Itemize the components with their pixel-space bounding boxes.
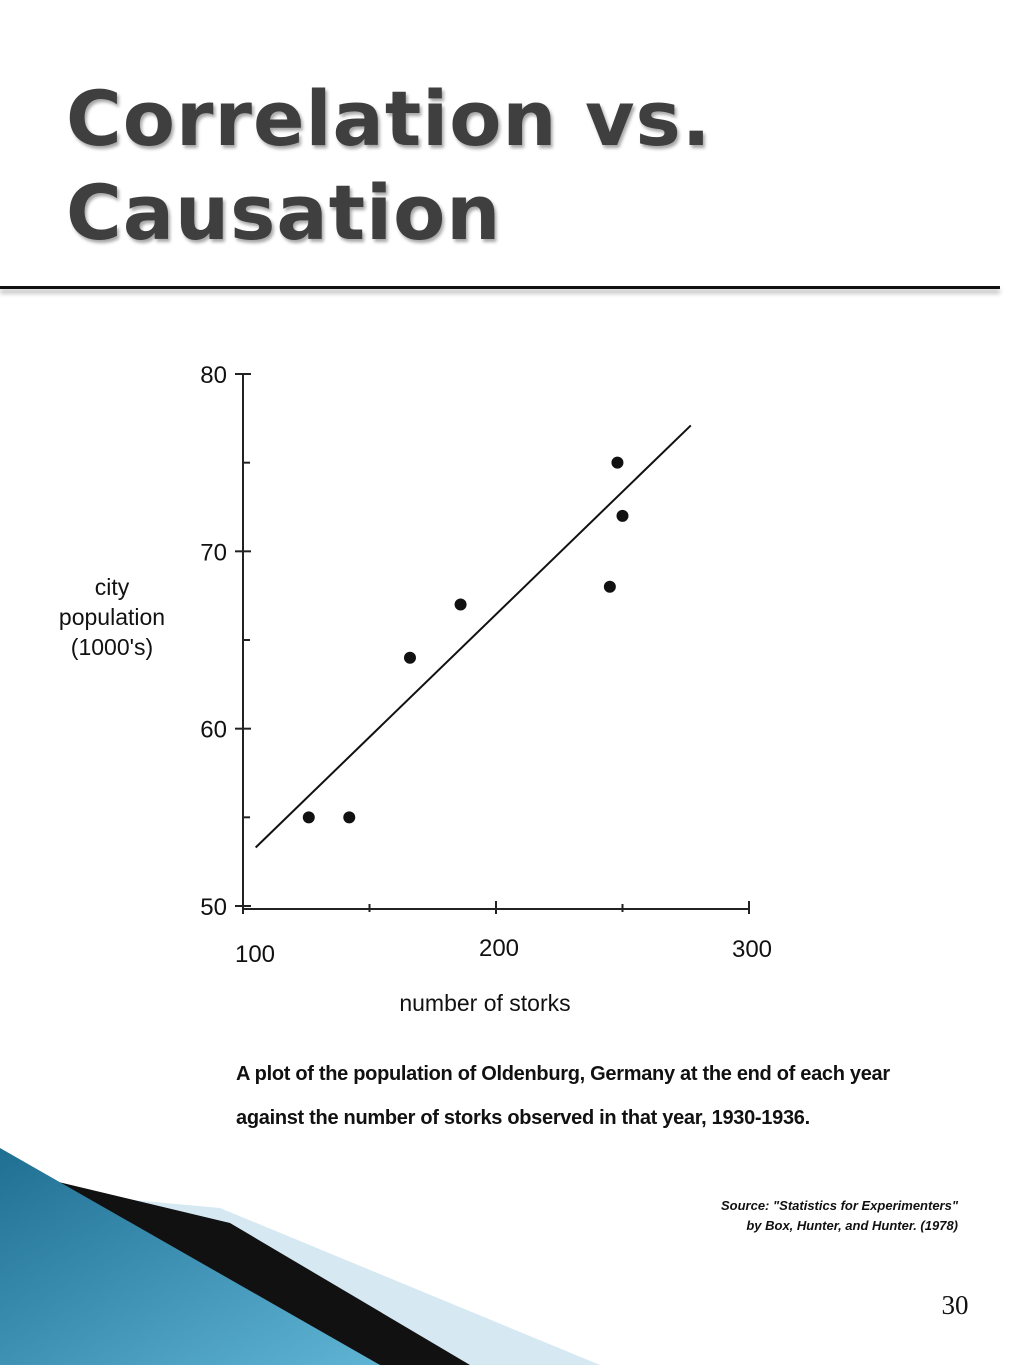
tick-labels <box>200 362 772 968</box>
trend-line <box>256 425 691 847</box>
data-point <box>455 599 467 611</box>
data-point <box>303 811 315 823</box>
data-points <box>303 457 629 824</box>
x-tick-label: 100 <box>234 941 276 968</box>
y-axis-label: city population (1000's) <box>58 574 166 660</box>
trend-line-group <box>256 425 691 847</box>
figure-caption <box>236 1052 936 1140</box>
slide-number: 30 <box>941 1290 969 1320</box>
source-line-2: by Box, Hunter, and Hunter. (1978) <box>746 1218 958 1233</box>
corner-decoration <box>0 1148 640 1365</box>
y-tick-label: 50 <box>200 894 227 921</box>
y-tick-label: 80 <box>200 362 227 389</box>
data-point <box>343 811 355 823</box>
caption-line-2: against the number of storks observed in that year, 1930-1936. <box>236 1107 810 1129</box>
x-tick-label: 300 <box>731 936 773 963</box>
y-tick-label: 70 <box>200 539 227 567</box>
source-line-1: Source: "Statistics for Experimenters" <box>720 1198 958 1213</box>
data-point <box>611 457 623 469</box>
x-axis-label: number of storks <box>399 990 571 1016</box>
y-tick-label: 60 <box>200 716 227 744</box>
data-point <box>617 510 629 522</box>
data-point <box>604 581 616 593</box>
slide-title: Correlation vs. Causation <box>66 74 712 257</box>
data-point <box>404 652 416 664</box>
caption-line-1: A plot of the population of Oldenburg, Germany at the end of each year <box>236 1063 890 1085</box>
chart-axes <box>235 374 749 914</box>
x-tick-label: 200 <box>478 935 520 962</box>
